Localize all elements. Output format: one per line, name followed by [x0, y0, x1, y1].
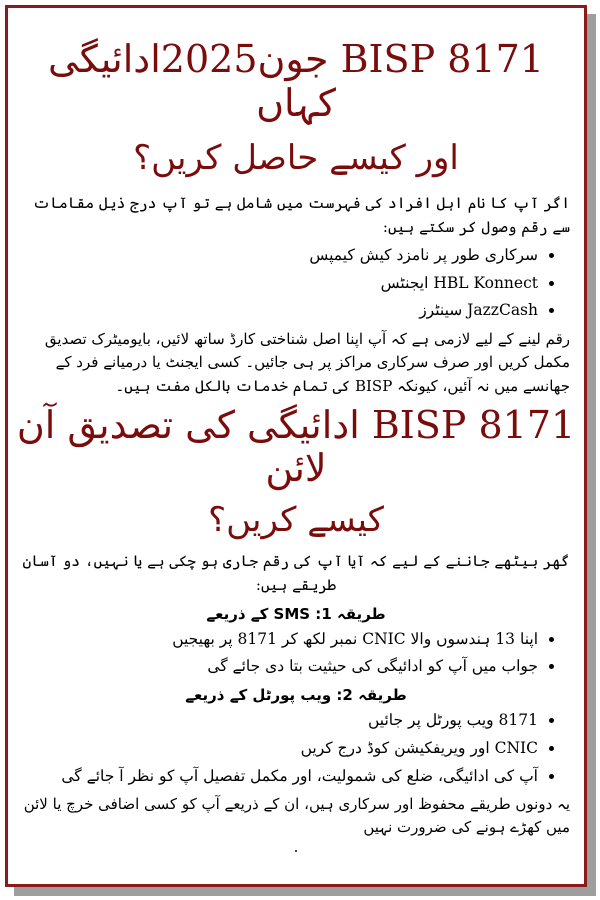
heading-2-line-2: کیسے کریں؟ — [208, 500, 384, 541]
list-item: • JazzCash سینٹرز — [18, 300, 538, 322]
list-item: • جواب میں آپ کو ادائیگی کی حیثیت بتا دی جائے گی — [18, 656, 538, 678]
list-item: • سرکاری طور پر نامزد کیش کیمپس — [18, 245, 538, 267]
heading-1-line-1: BISP 8171 جون2025ادائیگی کہاں — [48, 37, 544, 125]
locations-list — [8, 245, 584, 322]
method-1-title: طریقہ 1: SMS کے ذریعے — [206, 604, 386, 623]
intro-paragraph: اگر آپ کا نام اہل افراد کی فہرست میں شامل ہے تو آپ درج ذیل مقامات سے رقم وصول کر سکتے ہیں: — [32, 194, 570, 236]
closing-period: . — [293, 837, 299, 856]
article-card — [5, 5, 587, 887]
list-item: • آپ کی ادائیگی، ضلع کی شمولیت، اور مکمل تفصیل آپ کو نظر آ جائے گی — [18, 766, 538, 788]
method-2-title: طریقہ 2: ویب پورٹل کے ذریعے — [185, 686, 407, 705]
advice-paragraph: رقم لینے کے لیے لازمی ہے کہ آپ اپنا اصل شناختی کارڈ ساتھ لائیں، بایومیٹرک تصدیق مکمل کریں اور صرف سرکاری مراکز پر ہی جائیں۔ کسی ایجنٹ یا درمیانے فرد کے جھانسے میں نہ آئیں، کیونکہ BISP کی تمام خدمات بالکل مفت ہیں۔ — [44, 330, 570, 395]
intro-2-paragraph: گھر بیٹھے جاننے کے لیے کہ آیا آپ کی رقم جاری ہو چکی ہے یا نہیں، دو آسان طریقے ہیں: — [22, 552, 570, 594]
heading-1-line-2: اور کیسے حاصل کریں؟ — [133, 138, 459, 179]
list-item: • HBL Konnect ایجنٹس — [18, 273, 538, 295]
list-item: • 8171 ویب پورٹل پر جائیں — [18, 710, 538, 732]
list-item: • اپنا 13 ہندسوں والا CNIC نمبر لکھ کر 8171 پر بھیجیں — [18, 629, 538, 651]
closing-paragraph: یہ دونوں طریقے محفوظ اور سرکاری ہیں، ان کے ذریعے آپ کو کسی اضافی خرچ یا لائن میں کھڑے ہونے کی ضرورت نہیں — [23, 795, 570, 837]
list-item: • CNIC اور ویریفکیشن کوڈ درج کریں — [18, 738, 538, 760]
heading-2-line-1: BISP 8171 ادائیگی کی تصدیق آن لائن — [16, 402, 576, 491]
method-2-steps — [8, 710, 584, 787]
method-1-steps — [8, 629, 584, 678]
